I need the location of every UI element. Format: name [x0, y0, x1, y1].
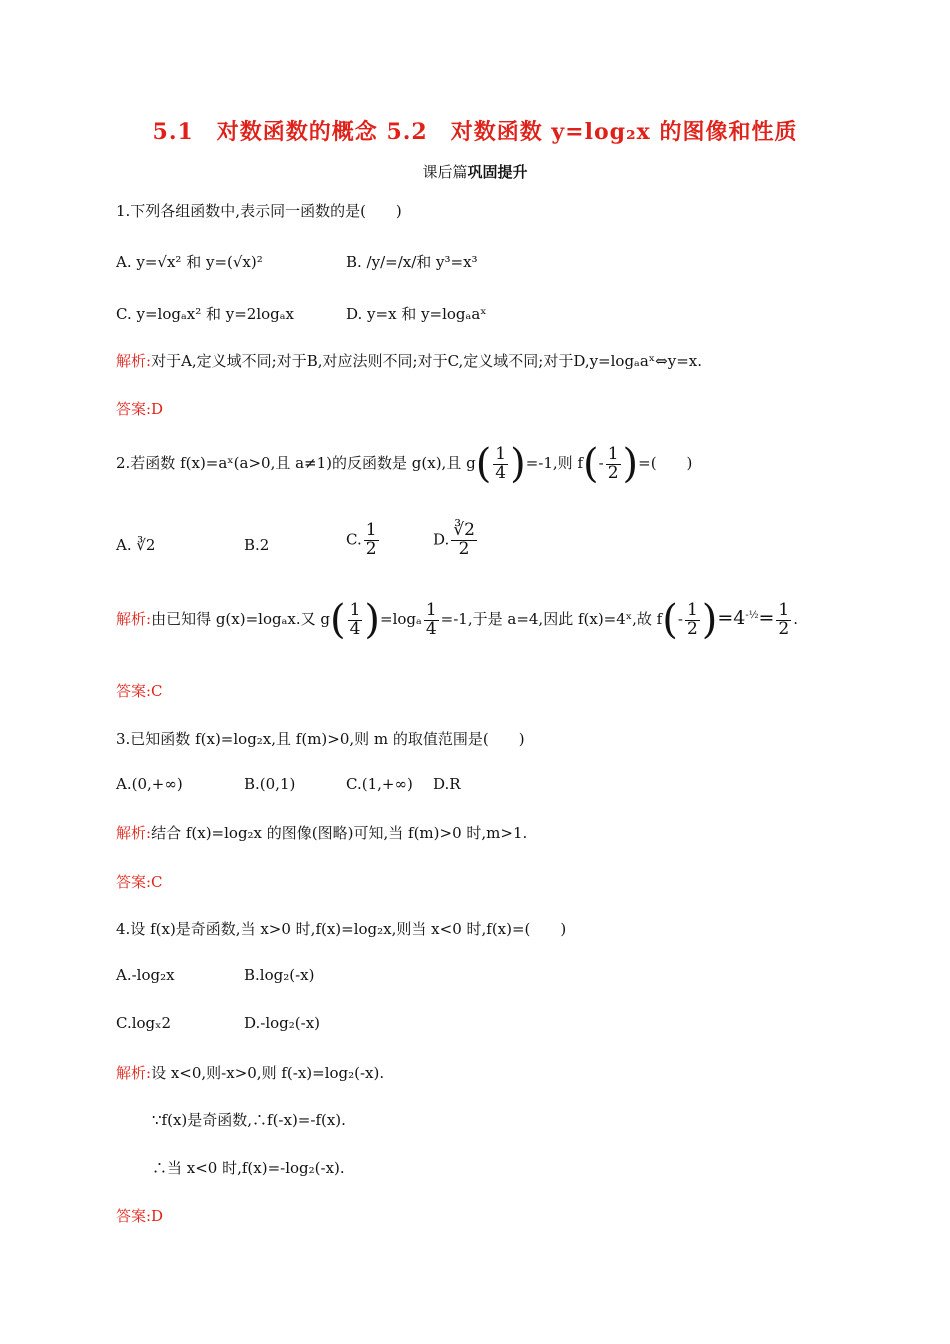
q4-answer: 答案:D — [116, 1207, 164, 1225]
q1-answer: 答案:D — [116, 400, 164, 418]
q2-stem: 2.若函数 f(x)=aˣ(a>0,且 a≠1)的反函数是 g(x),且 g( $\frac{1}{4}$ )=-1,则 f(- $\frac{1}{2}$ )=( ) — [116, 441, 693, 487]
subtitle-bold: 巩固提升 — [467, 163, 528, 181]
q2-analysis-b: =logₐ — [380, 610, 422, 628]
q2-analysis: 解析:由已知得 g(x)=logₐx.又 g( $\frac{1}{4}$ )=logₐ $\frac{1}{4}$ =-1,于是 a=4,因此 f(x)=4ˣ,故 f(- $\frac{1}{2}$ )$=4^{-\frac{1}{2}}=$ $\frac{1}{2}$ . — [116, 597, 798, 643]
q2-option-d-num: ∛2 — [453, 520, 475, 540]
q2-analysis-paren-3: ( — [662, 597, 678, 643]
q2-analysis-frac-1-num: 1 — [349, 599, 361, 620]
q2-analysis-label: 解析: — [116, 610, 152, 628]
q2-analysis-frac-2-num: 1 — [425, 599, 437, 620]
q2-option-b: B.2 — [244, 536, 270, 554]
q2-stem-b: =-1,则 f — [525, 454, 584, 472]
q2-analysis-c: =-1,于是 a=4,因此 f(x)=4ˣ,故 f — [440, 610, 663, 628]
page-title: 5.1 对数函数的概念 5.2 对数函数 y=log₂x 的图像和性质 — [152, 119, 798, 145]
q4-option-d: D.-log₂(-x) — [244, 1014, 321, 1032]
q2-option-d-frac — [451, 522, 477, 559]
q1-option-c: C. y=logₐx² 和 y=2logₐx — [116, 305, 295, 323]
q3-option-b: B.(0,1) — [244, 775, 296, 793]
q2-option-d-label: D. — [433, 530, 450, 549]
q2-paren-close: ) — [510, 441, 526, 487]
q2-option-d — [433, 522, 479, 559]
q4-option-c: C.logₓ2 — [116, 1014, 172, 1032]
q2-stem-a: 2.若函数 f(x)=aˣ(a>0,且 a≠1)的反函数是 g(x),且 g — [116, 454, 476, 472]
q3-analysis-label: 解析: — [116, 824, 152, 842]
q3-option-d: D.R — [433, 775, 461, 793]
q2-option-c — [346, 522, 381, 559]
q2-frac-quarter — [493, 443, 508, 483]
q2-option-c-num: 1 — [365, 520, 377, 540]
q2-frac-half-num: 1 — [607, 443, 619, 464]
q2-option-c-label: C. — [346, 530, 362, 549]
q2-option-a: A. ∛2 — [116, 536, 156, 554]
q2-analysis-d: =4 — [717, 607, 746, 629]
q2-frac-quarter-num: 1 — [495, 443, 507, 464]
q3-answer: 答案:C — [116, 873, 163, 891]
q2-option-c-frac — [364, 522, 379, 559]
q2-paren-open-2: ( — [583, 441, 599, 487]
page-subtitle — [0, 161, 950, 182]
q4-analysis-line-1: 设 x<0,则-x>0,则 f(-x)=log₂(-x). — [151, 1064, 385, 1082]
q2-analysis-frac-4-num: 1 — [778, 599, 790, 620]
q2-analysis-frac-3-num: 1 — [686, 599, 698, 620]
q1-option-d: D. y=x 和 y=logₐaˣ — [346, 305, 487, 323]
q4-analysis — [116, 1062, 384, 1083]
q2-analysis-frac-4-den: 2 — [778, 618, 790, 639]
q2-paren-close-2: ) — [622, 441, 639, 487]
q2-analysis-frac-2 — [424, 599, 439, 639]
q2-option-c-den: 2 — [365, 538, 377, 559]
q3-analysis-text: 结合 f(x)=log₂x 的图像(图略)可知,当 f(m)>0 时,m>1. — [151, 824, 528, 842]
q2-analysis-paren-2: ) — [364, 597, 381, 643]
q2-analysis-frac-3-den: 2 — [686, 618, 698, 639]
q2-analysis-paren-1: ( — [329, 597, 346, 643]
q2-analysis-frac-1-den: 4 — [349, 618, 361, 639]
q2-analysis-frac-4 — [776, 599, 791, 639]
q2-stem-c: =( ) — [638, 454, 693, 472]
q2-analysis-frac-1 — [348, 599, 363, 639]
q2-analysis-frac-2-den: 4 — [425, 618, 437, 639]
q1-analysis — [116, 350, 702, 371]
q4-stem: 4.设 f(x)是奇函数,当 x>0 时,f(x)=log₂x,则当 x<0 时,f(x)=( ) — [116, 920, 567, 938]
q1-analysis-text: 对于A,定义域不同;对于B,对应法则不同;对于C,定义域不同;对于D,y=logₐaˣ⇔y=x. — [151, 352, 702, 370]
q2-analysis-frac-3 — [685, 599, 700, 639]
q1-option-a: A. y=√x² 和 y=(√x)² — [116, 253, 263, 271]
q1-option-b: B. /y/=/x/和 y³=x³ — [346, 253, 478, 271]
q3-stem: 3.已知函数 f(x)=log₂x,且 f(m)>0,则 m 的取值范围是( ) — [116, 730, 525, 748]
q2-frac-quarter-den: 4 — [495, 462, 507, 483]
q2-option-d-den: 2 — [458, 538, 470, 559]
q1-stem: 1.下列各组函数中,表示同一函数的是( ) — [116, 202, 402, 220]
q3-analysis — [116, 822, 527, 843]
q4-analysis-line-2: ∵f(x)是奇函数,∴f(-x)=-f(x). — [152, 1111, 346, 1129]
q2-frac-half — [606, 443, 621, 483]
q1-analysis-label: 解析: — [116, 352, 152, 370]
q2-analysis-e: = — [758, 607, 775, 629]
subtitle-plain: 课后篇 — [422, 163, 468, 181]
q4-analysis-label: 解析: — [116, 1064, 152, 1082]
q3-option-a: A.(0,+∞) — [116, 775, 183, 793]
q4-option-a: A.-log₂x — [116, 966, 175, 984]
q2-answer: 答案:C — [116, 682, 163, 700]
q2-analysis-a: 由已知得 g(x)=logₐx.又 g — [151, 610, 330, 628]
q2-analysis-exponent: -½ — [745, 610, 759, 621]
q2-frac-half-den: 2 — [607, 462, 619, 483]
q2-paren-open: ( — [475, 441, 492, 487]
q3-option-c: C.(1,+∞) — [346, 775, 413, 793]
q2-analysis-paren-4: ) — [701, 597, 718, 643]
q4-option-b: B.log₂(-x) — [244, 966, 315, 984]
q4-analysis-line-3: ∴当 x<0 时,f(x)=-log₂(-x). — [152, 1159, 345, 1177]
